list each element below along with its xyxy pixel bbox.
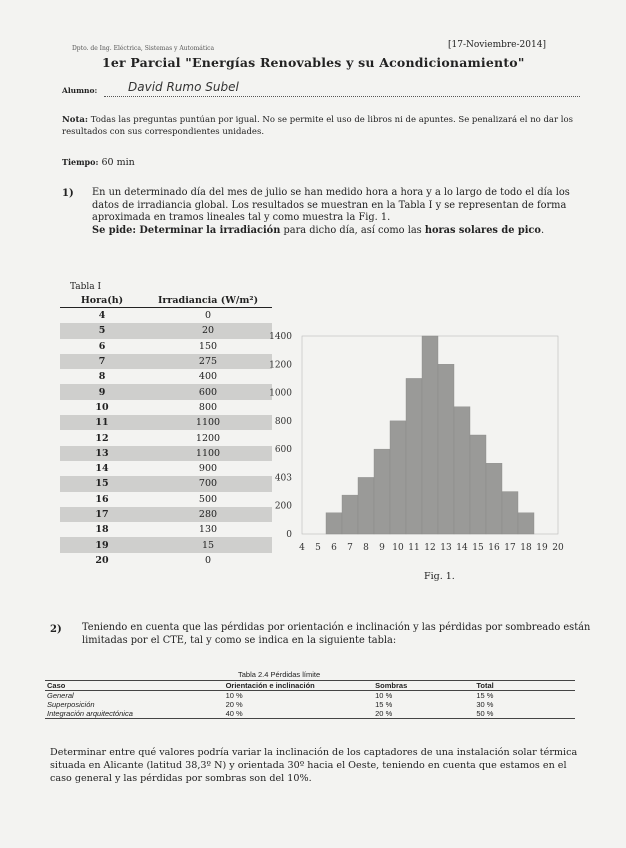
figure-1-chart (258, 322, 578, 571)
irradiancia-cell: 150 (198, 340, 218, 352)
bar-11 (406, 378, 422, 534)
table-1 (60, 293, 272, 568)
note-paragraph (62, 114, 592, 138)
table-row (45, 709, 575, 719)
caso-cell: General (47, 691, 74, 700)
orientacion-cell: 20 % (225, 700, 243, 709)
time-label: Tiempo: (62, 157, 99, 167)
x-tick-label: 16 (488, 543, 500, 553)
t24-header-caso: Caso (47, 681, 66, 690)
x-tick-label: 14 (456, 543, 468, 553)
irradiancia-cell: 500 (198, 493, 218, 505)
x-tick-label: 9 (379, 543, 385, 553)
irradiancia-cell: 130 (198, 524, 218, 536)
table-row (60, 400, 272, 415)
table-row (60, 323, 272, 338)
bar-15 (470, 435, 486, 534)
hora-cell: 14 (95, 463, 109, 475)
irradiancia-cell: 275 (144, 354, 272, 369)
x-tick-label: 8 (363, 543, 369, 553)
question-2-number: 2) (50, 624, 62, 635)
total-cell: 50 % (476, 709, 494, 718)
hora-cell: 13 (60, 446, 144, 461)
irradiancia-cell: 15 (144, 537, 272, 552)
irradiancia-cell: 0 (204, 554, 212, 566)
sombras-cell: 10 % (375, 691, 393, 700)
irradiancia-cell: 280 (144, 507, 272, 522)
irradiancia-cell: 20 (144, 323, 272, 338)
y-tick-label: 1000 (269, 388, 292, 399)
y-tick-label: 1200 (269, 360, 292, 371)
hora-cell: 5 (60, 323, 144, 338)
question-2-final-text: Determinar entre qué valores podría variar la inclinación de los captadores de una instalación solar térmica situada en Alicante (latitud 38,3º N) y orientada 30º hacia el Oeste, teniendo en cuenta que estamos en el caso general y las pérdidas por sombras son del 10%. (50, 747, 578, 784)
table-row (60, 384, 272, 399)
hora-cell: 4 (98, 310, 106, 322)
x-tick-label: 15 (472, 543, 484, 553)
total-cell: 15 % (476, 691, 494, 700)
sombras-cell: 15 % (375, 700, 393, 709)
figure-1-caption: Fig. 1. (424, 571, 455, 582)
total-cell: 30 % (476, 700, 494, 709)
hora-cell: 12 (95, 432, 109, 444)
ask-mid: para dicho día, así como las (280, 224, 425, 236)
t24-header-total: Total (476, 681, 494, 690)
y-tick-label: 403 (274, 473, 292, 484)
note-text: Todas las preguntas puntúan por igual. No se permite el uso de libros ni de apuntes. Se penalizará el no dar los resultados con sus correspondientes unidades. (62, 115, 573, 137)
table-row (60, 339, 272, 354)
x-tick-label: 19 (536, 543, 548, 553)
x-tick-label: 6 (331, 543, 337, 553)
question-1-number: 1) (62, 188, 74, 199)
table-row (60, 476, 272, 491)
question-2-text: Teniendo en cuenta que las pérdidas por orientación e inclinación y las pérdidas por sombreado están limitadas por el CTE, tal y como se indica en la siguiente tabla: (82, 622, 591, 646)
caso-cell: Integración arquitectónica (47, 709, 133, 718)
irradiancia-cell: 400 (198, 371, 218, 383)
table-row (45, 691, 575, 701)
table-row (60, 553, 272, 568)
exam-date: [17-Noviembre-2014] (448, 40, 546, 50)
bar-14 (454, 407, 470, 534)
question-1-statement: En un determinado día del mes de julio se han medido hora a hora y a lo largo de todo el día los datos de irradiancia global. Los resultados se muestran en la Tabla I y se representan de forma aproximada en tramos lineales tal y como muestra la Fig. 1. (92, 187, 570, 223)
bar-9 (374, 449, 390, 534)
orientacion-cell: 40 % (225, 709, 243, 718)
irradiancia-cell: 0 (204, 310, 212, 322)
hora-cell: 19 (60, 537, 144, 552)
y-tick-label: 600 (274, 445, 292, 456)
x-tick-label: 10 (392, 543, 404, 553)
table-row (60, 308, 272, 324)
x-tick-label: 20 (552, 543, 564, 553)
ask-end: . (540, 224, 545, 236)
bar-16 (486, 463, 502, 534)
x-tick-label: 13 (440, 543, 452, 553)
time-line (62, 157, 135, 168)
y-tick-label: 800 (274, 416, 292, 427)
ask-prefix: Se pide: Determinar la (92, 224, 220, 236)
y-tick-label: 200 (274, 501, 292, 512)
irradiancia-cell: 1200 (195, 432, 221, 444)
exam-title: 1er Parcial "Energías Renovables y su Acondicionamiento" (102, 55, 525, 70)
orientacion-cell: 10 % (225, 691, 243, 700)
hora-cell: 20 (95, 554, 109, 566)
table-1-header-hora: Hora(h) (60, 293, 144, 308)
hora-cell: 11 (60, 415, 144, 430)
bar-18 (518, 513, 534, 534)
question-1-text (92, 187, 592, 237)
table-row (60, 430, 272, 445)
irradiancia-cell: 800 (198, 401, 218, 413)
t24-header-orientacion: Orientación e inclinación (225, 681, 315, 690)
bar-8 (358, 477, 374, 534)
hora-cell: 8 (98, 371, 106, 383)
table-1-header-irradiancia: Irradiancia (W/m²) (144, 293, 272, 308)
irradiancia-cell: 600 (144, 384, 272, 399)
bar-7 (342, 495, 358, 534)
y-tick-label: 0 (286, 530, 292, 540)
irradiancia-cell: 1100 (144, 446, 272, 461)
table-2-4 (45, 680, 575, 719)
department-header: Dpto. de Ing. Eléctrica, Sistemas y Automática (72, 45, 215, 52)
table-row (60, 522, 272, 537)
sombras-cell: 20 % (375, 709, 393, 718)
x-tick-label: 12 (424, 543, 436, 553)
bar-17 (502, 492, 518, 534)
x-tick-label: 4 (299, 543, 305, 553)
hora-cell: 17 (60, 507, 144, 522)
y-tick-label: 1400 (269, 332, 292, 342)
chart-svg (258, 322, 578, 567)
bar-10 (390, 421, 406, 534)
irradiancia-cell: 700 (144, 476, 272, 491)
table-row (60, 415, 272, 430)
table-2-4-title: Tabla 2.4 Pérdidas límite (238, 670, 321, 679)
t24-header-sombras: Sombras (375, 681, 408, 690)
time-value: 60 min (101, 157, 135, 168)
hora-cell: 9 (60, 384, 144, 399)
table-1-caption: Tabla I (70, 282, 102, 292)
table-row (60, 492, 272, 507)
student-name: David Rumo Subel (128, 80, 239, 94)
table-row (60, 446, 272, 461)
irradiancia-cell: 900 (198, 463, 218, 475)
x-tick-label: 17 (504, 543, 516, 553)
note-label: Nota: (62, 115, 89, 125)
question-2-final (50, 746, 590, 785)
hora-cell: 18 (95, 524, 109, 536)
x-tick-label: 7 (347, 543, 353, 553)
bar-12 (422, 336, 438, 534)
x-tick-label: 5 (315, 543, 321, 553)
table-row (60, 354, 272, 369)
ask-irradiation: irradiación (219, 224, 281, 236)
x-tick-label: 11 (408, 543, 420, 553)
hora-cell: 15 (60, 476, 144, 491)
table-row (60, 507, 272, 522)
hora-cell: 10 (95, 401, 109, 413)
x-tick-label: 18 (520, 543, 532, 553)
table-row (60, 461, 272, 476)
irradiancia-cell: 1100 (144, 415, 272, 430)
student-label: Alumno: (62, 86, 98, 95)
ask-peak-hours: horas solares de pico (424, 224, 541, 236)
question-1-ask (92, 225, 544, 236)
bar-13 (438, 364, 454, 534)
hora-cell: 7 (60, 354, 144, 369)
hora-cell: 6 (98, 340, 106, 352)
table-row (45, 700, 575, 709)
table-row (60, 537, 272, 552)
hora-cell: 16 (95, 493, 109, 505)
table-row (60, 369, 272, 384)
caso-cell: Superposición (47, 700, 95, 709)
bar-6 (326, 513, 342, 534)
